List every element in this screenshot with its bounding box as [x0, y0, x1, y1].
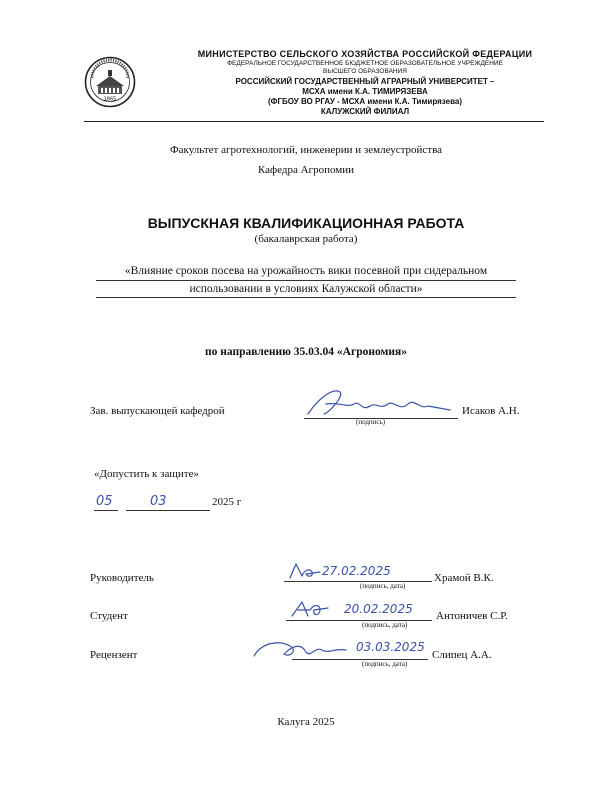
reviewer-caption: (подпись, дата) — [362, 660, 408, 668]
student-signature-line — [286, 620, 432, 621]
supervisor-date: 27.02.2025 — [322, 564, 391, 578]
student-caption: (подпись, дата) — [362, 621, 408, 629]
topic-underline-1 — [96, 280, 516, 281]
reviewer-signature-line — [292, 659, 428, 660]
university-logo — [84, 56, 136, 108]
university-abbrev: (ФГБОУ ВО РГАУ - МСХА имени К.А. Тимирязева) — [267, 96, 463, 106]
department-name: Кафедра Агропомии — [257, 164, 355, 176]
student-name: Антоничев С.Р. — [436, 610, 508, 622]
topic-line-2: использовании в условиях Калужской области» — [189, 283, 423, 295]
supervisor-caption: (подпись, дата) — [360, 582, 406, 590]
reviewer-role: Рецензент — [90, 649, 138, 661]
supervisor-name: Храмой В.К. — [434, 572, 494, 584]
admit-day: 05 — [96, 494, 113, 509]
logo-year: 1865 — [103, 96, 117, 103]
head-signature — [300, 386, 460, 420]
head-label: Зав. выпускающей кафедрой — [90, 405, 225, 417]
student-date: 20.02.2025 — [344, 602, 413, 616]
document-subtitle: (бакалаврская работа) — [254, 233, 358, 245]
university-name: РОССИЙСКИЙ ГОСУДАРСТВЕННЫЙ АГРАРНЫЙ УНИВЕРСИТЕТ – — [235, 76, 495, 86]
branch-name: КАЛУЖСКИЙ ФИЛИАЛ — [320, 106, 410, 116]
city-year: Калуга 2025 — [277, 716, 335, 728]
admit-day-line — [94, 510, 118, 511]
ministry-name: МИНИСТЕРСТВО СЕЛЬСКОГО ХОЗЯЙСТВА РОССИЙСКОЙ ФЕДЕРАЦИИ — [197, 49, 533, 59]
head-caption: (подпись) — [356, 418, 386, 426]
institution-header — [130, 49, 600, 117]
reviewer-name: Слипец А.А. — [432, 649, 492, 661]
document-title: ВЫПУСКНАЯ КВАЛИФИКАЦИОННАЯ РАБОТА — [147, 215, 465, 231]
supervisor-signature — [286, 560, 322, 582]
topic-line-1: «Влияние сроков посева на урожайность вики посевной при сидеральном — [124, 265, 488, 277]
admit-month: 03 — [150, 494, 167, 509]
education-level: ВЫСШЕГО ОБРАЗОВАНИЯ — [322, 68, 407, 76]
supervisor-signature-line — [284, 581, 432, 582]
student-signature — [290, 598, 330, 620]
university-name-line2: МСХА имени К.А. ТИМИРЯЗЕВА — [302, 86, 428, 96]
faculty-name: Факультет агротехнологий, инженерии и землеустройства — [169, 144, 443, 156]
admit-label: «Допустить к защите» — [94, 468, 199, 480]
student-role: Студент — [90, 610, 128, 622]
institution-type: ФЕДЕРАЛЬНОЕ ГОСУДАРСТВЕННОЕ БЮДЖЕТНОЕ ОБРАЗОВАТЕЛЬНОЕ УЧРЕЖДЕНИЕ — [227, 60, 503, 68]
study-direction: по направлению 35.03.04 «Агрономия» — [205, 346, 407, 358]
admit-year: 2025 г — [212, 496, 242, 508]
reviewer-date: 03.03.2025 — [356, 640, 425, 654]
supervisor-role: Руководитель — [90, 572, 154, 584]
head-name: Исаков А.Н. — [462, 405, 520, 417]
header-divider — [84, 121, 544, 122]
admit-month-line — [126, 510, 210, 511]
topic-underline-2 — [96, 297, 516, 298]
